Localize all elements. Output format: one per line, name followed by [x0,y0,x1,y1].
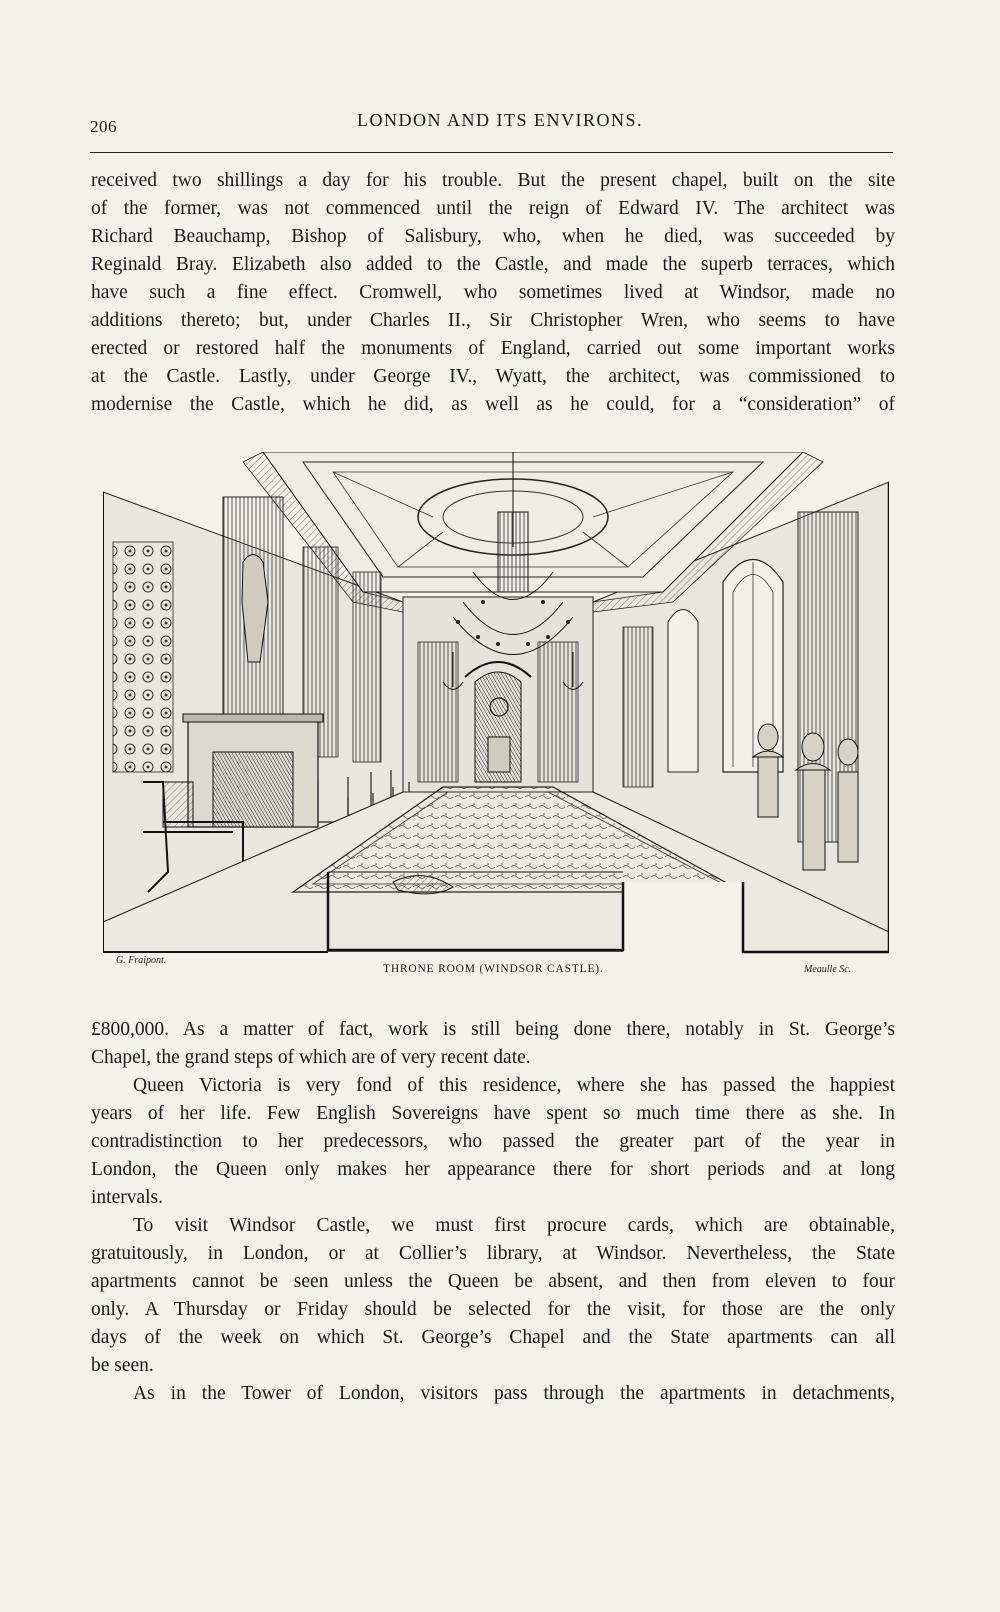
text-line: As in the Tower of London, visitors pass through the apartments in detachments, [133,1383,895,1404]
text-line: have such a fine effect. Cromwell, who sometimes lived at Windsor, made no [91,282,895,303]
throne-room-illustration [103,452,889,990]
text-block-bottom [91,1016,895,1408]
text-line: Richard Beauchamp, Bishop of Salisbury, who, when he died, was succeeded by [91,226,895,247]
text-line: To visit Windsor Castle, we must first procure cards, which are obtainable, [133,1215,895,1236]
text-line: contradistinction to her predecessors, who passed the greater part of the year in [91,1131,895,1152]
text-line: London, the Queen only makes her appearance there for short periods and at long [91,1159,895,1180]
text-line: apartments cannot be seen unless the Queen be absent, and then from eleven to four [91,1271,895,1292]
text-line: years of her life. Few English Sovereigns have spent so much time there as she. In [91,1103,895,1124]
figure-caption: THRONE ROOM (WINDSOR CASTLE). [383,963,604,975]
header-rule [90,152,893,153]
engraver-signature: Meaulle Sc. [804,964,852,975]
text-line: Chapel, the grand steps of which are of very recent date. [91,1047,531,1068]
text-line: additions thereto; but, under Charles II., Sir Christopher Wren, who seems to have [91,310,895,331]
text-line: Queen Victoria is very fond of this residence, where she has passed the happiest [133,1075,895,1096]
text-line: of the former, was not commenced until the reign of Edward IV. The architect was [91,198,895,219]
text-line: £800,000. As a matter of fact, work is still being done there, notably in St. George’s [91,1019,895,1040]
text-line: Reginald Bray. Elizabeth also added to the Castle, and made the superb terraces, which [91,254,895,275]
page-number: 206 [90,117,117,136]
text-line: modernise the Castle, which he did, as well as he could, for a “consideration” of [91,394,895,415]
artist-signature: G. Fraipont. [116,955,167,966]
text-line: at the Castle. Lastly, under George IV., Wyatt, the architect, was commissioned to [91,366,895,387]
text-line: erected or restored half the monuments of England, carried out some important works [91,338,895,359]
text-block-top [91,167,895,419]
running-title: LONDON AND ITS ENVIRONS. [357,110,643,130]
text-line: be seen. [91,1355,154,1376]
text-line: intervals. [91,1187,164,1208]
text-line: only. A Thursday or Friday should be selected for the visit, for those are the only [91,1299,895,1320]
engraving-image [103,452,889,990]
text-line: gratuitously, in London, or at Collier’s library, at Windsor. Nevertheless, the State [91,1243,895,1264]
text-line: received two shillings a day for his trouble. But the present chapel, built on the site [91,170,895,191]
text-line: days of the week on which St. George’s Chapel and the State apartments can all [91,1327,895,1348]
